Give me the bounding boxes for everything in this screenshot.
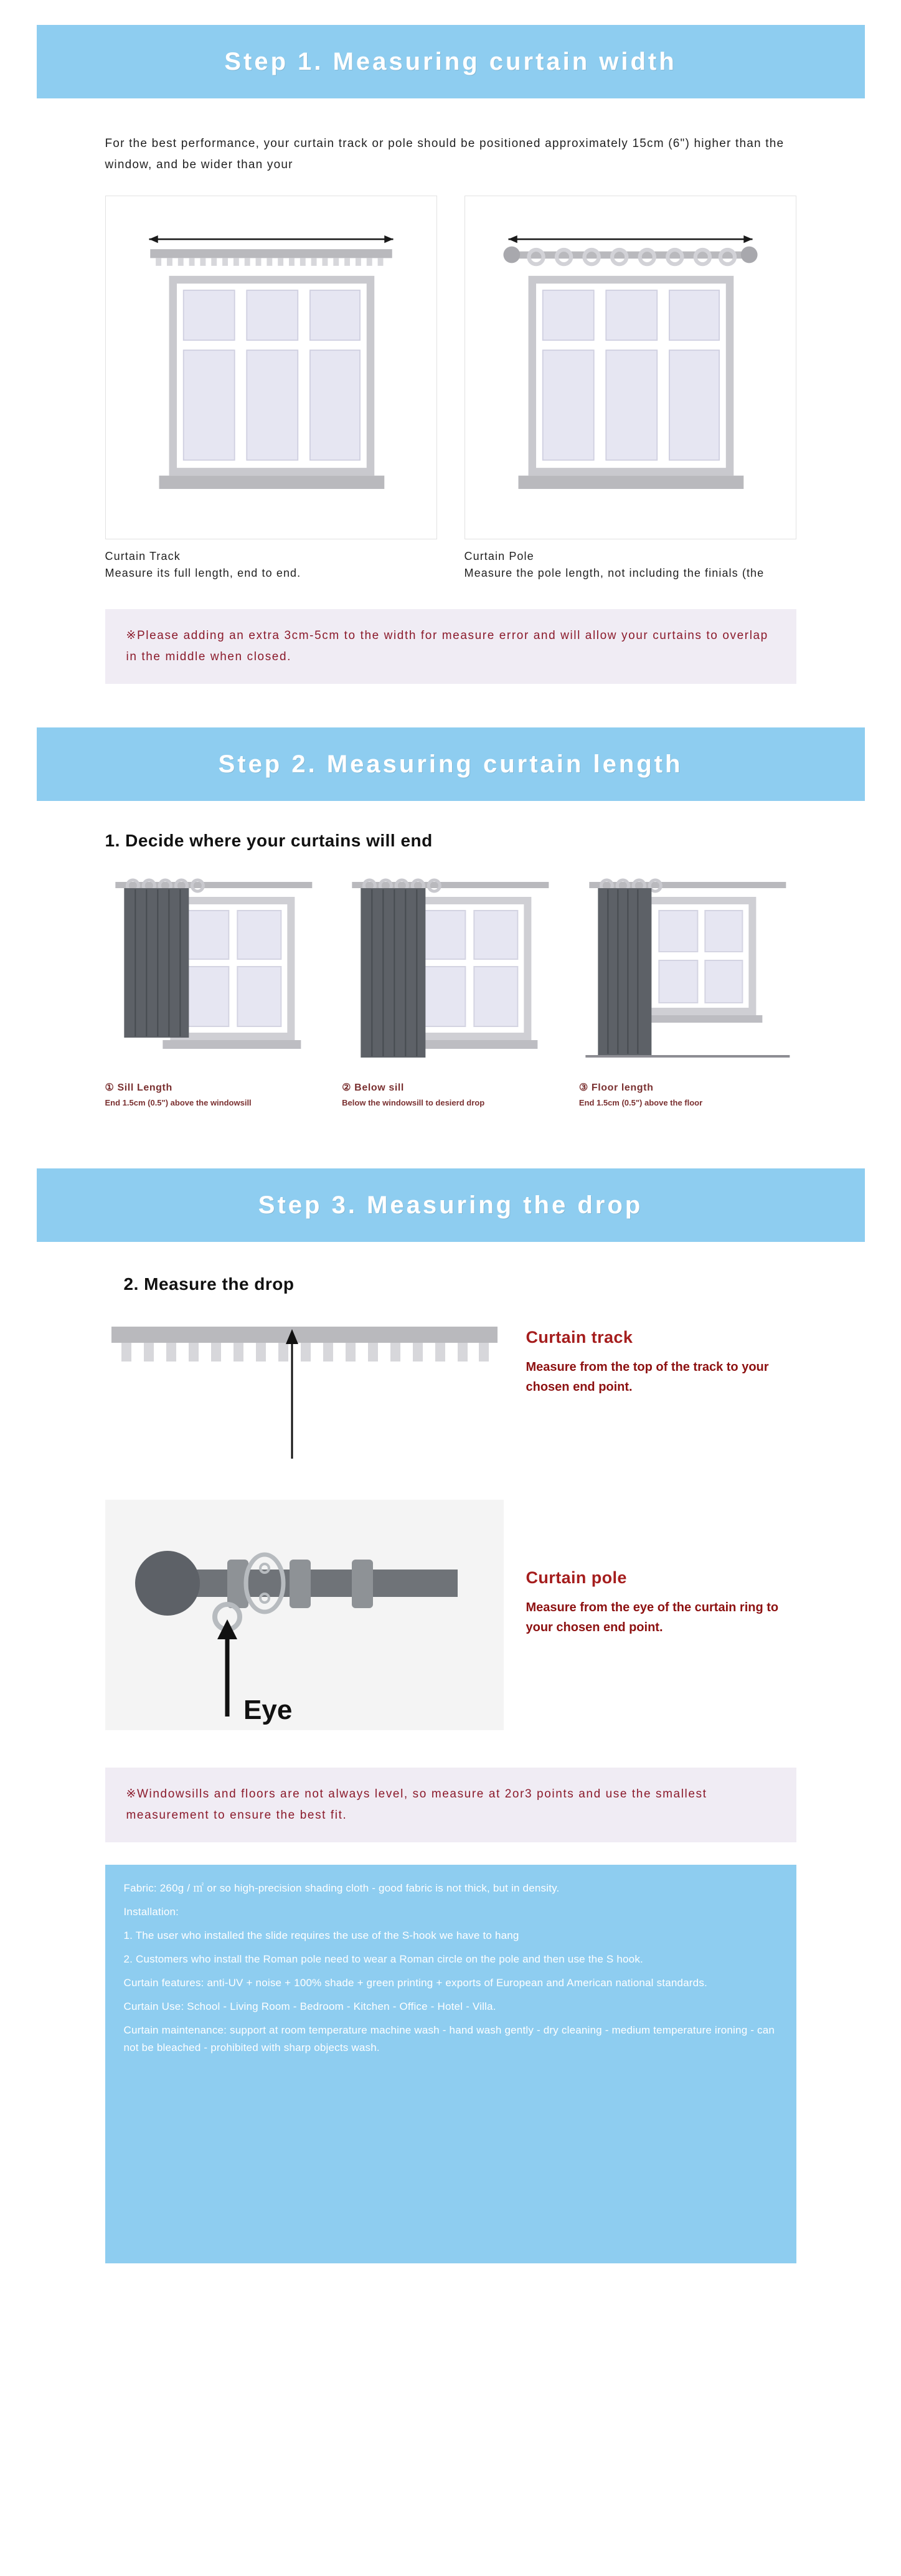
measure-track-text <box>526 1315 796 1397</box>
option-below-sill-sub: Below the windowsill to desierd drop <box>342 1098 485 1107</box>
curtain-pole-caption-body: Measure the pole length, not including the finials (the <box>464 567 765 579</box>
curtain-pole-diagram <box>465 196 796 539</box>
measure-pole-text <box>526 1500 796 1637</box>
step2-options-row <box>37 869 865 1109</box>
curtain-pole-block <box>465 196 796 582</box>
step3-section <box>37 1168 865 2263</box>
step1-intro-text: For the best performance, your curtain track or pole should be positioned approximately 15cm (6") higher than the window, and be wider than your <box>105 137 785 171</box>
option-sill-length-title: ① Sill Length <box>105 1082 172 1093</box>
step1-note <box>105 609 796 684</box>
measure-pole-title: Curtain pole <box>526 1568 627 1587</box>
option-sill-length <box>105 869 323 1109</box>
curtain-pole-caption-title: Curtain Pole <box>464 550 534 562</box>
spec-line-maintenance: Curtain maintenance: support at room temperature machine wash - hand wash gently - dry cleaning - medium temperature ironing - can not be bleached - prohibited with sharp objects wash. <box>123 2024 775 2053</box>
option-below-sill <box>342 869 559 1109</box>
below-sill-illustration <box>342 869 559 1075</box>
curtain-track-caption-title: Curtain Track <box>105 550 181 562</box>
step2-title: Step 2. Measuring curtain length <box>218 750 683 778</box>
step1-banner <box>37 25 865 98</box>
option-floor-length-sub: End 1.5cm (0.5") above the floor <box>578 1098 703 1107</box>
step3-note-text: ※Windowsills and floors are not always level, so measure at 2or3 points and use the smallest measurement to ensure the best fit. <box>126 1788 707 1822</box>
product-specs-panel <box>105 1865 796 2263</box>
step2-subhead: 1. Decide where your curtains will end <box>105 831 433 850</box>
measure-track-title: Curtain track <box>526 1328 633 1347</box>
curtain-pole-caption <box>465 548 796 582</box>
page-root <box>0 25 901 2576</box>
curtain-track-block <box>105 196 437 582</box>
step1-title: Step 1. Measuring curtain width <box>224 47 677 75</box>
measure-track-illustration <box>105 1315 504 1465</box>
spec-line-fabric: Fabric: 260g / ㎡ or so high-precision shading cloth - good fabric is not thick, but in density. <box>123 1882 560 1894</box>
curtain-track-illustration <box>116 205 427 529</box>
curtain-track-caption-body: Measure its full length, end to end. <box>105 567 301 579</box>
eye-label: Eye <box>243 1695 292 1725</box>
step1-diagrams <box>37 196 865 582</box>
step1-section <box>37 25 865 684</box>
sill-length-illustration <box>105 869 323 1075</box>
option-sill-length-sub: End 1.5cm (0.5") above the windowsill <box>105 1098 252 1107</box>
curtain-track-diagram <box>105 196 437 539</box>
spec-line-installation-heading: Installation: <box>123 1906 179 1918</box>
measure-pole-block <box>37 1500 865 1730</box>
option-floor-length-title: ③ Floor length <box>578 1082 654 1093</box>
measure-track-illustration-wrap <box>105 1315 504 1465</box>
spec-line-use: Curtain Use: School - Living Room - Bedroom - Kitchen - Office - Hotel - Villa. <box>123 2001 496 2012</box>
spec-line-features: Curtain features: anti-UV + noise + 100% shade + green printing + exports of European and American national standards. <box>123 1977 707 1989</box>
curtain-pole-illustration <box>475 205 786 529</box>
step2-banner <box>37 727 865 801</box>
floor-length-illustration <box>579 869 796 1075</box>
curtain-track-caption <box>105 548 437 582</box>
measure-pole-illustration <box>105 1500 504 1730</box>
step3-subhead: 2. Measure the drop <box>123 1274 295 1294</box>
step3-title: Step 3. Measuring the drop <box>258 1191 643 1219</box>
option-floor-length <box>579 869 796 1109</box>
spec-line-installation-1: 1. The user who installed the slide requires the use of the S-hook we have to hang <box>123 1930 519 1941</box>
measure-track-body: Measure from the top of the track to your chosen end point. <box>526 1360 769 1394</box>
step3-note <box>105 1768 796 1842</box>
step1-note-text: ※Please adding an extra 3cm-5cm to the width for measure error and will allow your curtains to overlap in the middle when closed. <box>126 629 768 663</box>
step2-section <box>37 727 865 1109</box>
spec-line-installation-2: 2. Customers who install the Roman pole need to wear a Roman circle on the pole and then use the S hook. <box>123 1953 643 1965</box>
step3-banner <box>37 1168 865 1242</box>
option-below-sill-title: ② Below sill <box>342 1082 404 1093</box>
measure-pole-illustration-wrap <box>105 1500 504 1730</box>
measure-track-block <box>37 1315 865 1465</box>
measure-pole-body: Measure from the eye of the curtain ring to your chosen end point. <box>526 1601 779 1634</box>
